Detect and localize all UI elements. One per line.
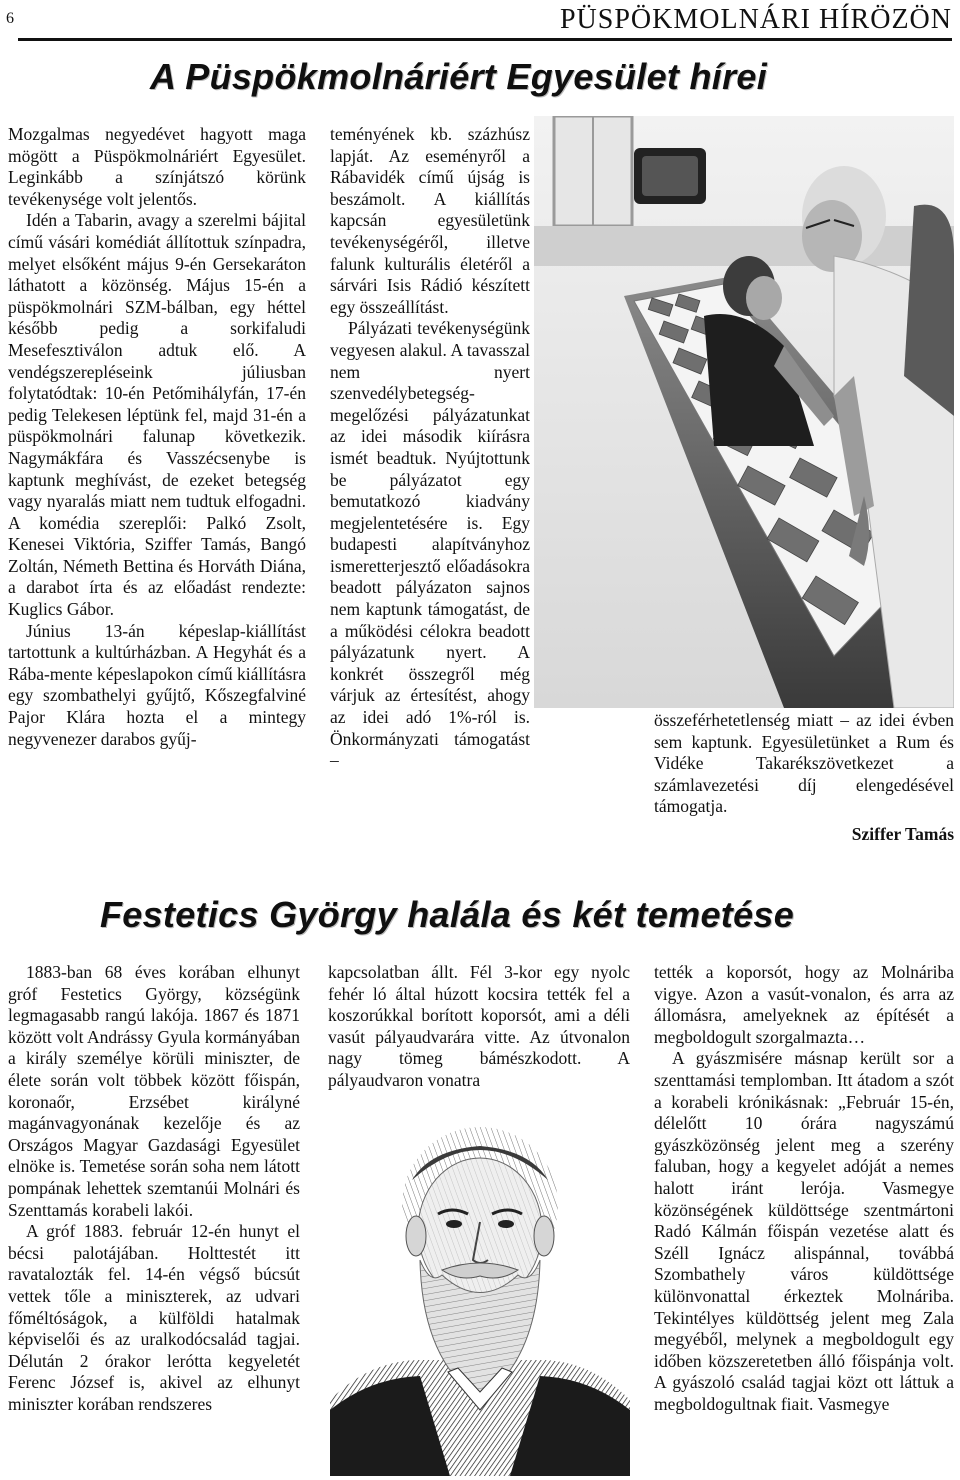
exhibition-photo	[534, 116, 954, 708]
header-rule	[18, 38, 952, 41]
page-number: 6	[6, 10, 14, 27]
article2-column-2	[328, 962, 630, 1092]
article2-column-3	[654, 962, 954, 1415]
publication-title: PÜSPÖKMOLNÁRI HÍRÖZÖN	[559, 4, 952, 35]
paragraph: teményének kb. százhúsz lapját. Az eseményről a Rábavidék című újság is beszámolt. A kiállítás kapcsán egyesületünk tevékenységéről, illetve falunk kulturális életéről a sárvári Isis Rádió készített egy összeállítást.	[330, 124, 530, 317]
article1-column-2	[330, 124, 530, 772]
paragraph: A gróf 1883. február 12-én hunyt el bécsi palotájában. Holttestét itt ravatalozták fel. 14-én végső búcsút vettek tőle a miniszterek, az udvari főméltóságok, a külföldi hatalmak képviselői és az uralkodócsalád tagjai. Délután 2 órakor lerótta kegyeletét Ferenc József is, akivel az elhunyt miniszter korában rendszeres	[8, 1221, 300, 1414]
festetics-portrait	[330, 1110, 630, 1476]
article2-title: Festetics György halála és két temetése	[100, 894, 795, 935]
article1-column-3	[654, 710, 954, 846]
paragraph: összeférhetetlenség miatt – az idei évben sem kaptunk. Egyesületünket a Rum és Vidéke Takarékszövetkezet a számlavezetési díj elengedésével támogatja.	[654, 710, 954, 817]
paragraph: Idén a Tabarin, avagy a szerelmi bájital című vásári komédiát állítottuk színpadra, melyet elsőként május 9-én Gersekaráton láthatott a közönség. Május 15-én a püspökmolnári SZM-bálban, egy héttel később pedig a sorkifaludi Mesefesztiválon adtuk elő. A vendégszerepléseink júliusban folytatódtak: 10-én Petőmihályfán, 17-én pedig Telekesen léptünk fel, majd 31-én a püspökmolnári falunap következik. Nagymákfára és Vasszécsenybe is kaptunk meghívást, de ezeket betegség vagy nyaralás miatt nem tudtuk elfogadni. A komédia szereplői: Palkó Zsolt, Kenesei Viktória, Sziffer Tamás, Bangó Zoltán, Németh Bettina és Horváth Diána, a darabot írta és az előadást rendezte: Kuglics Gábor.	[8, 210, 306, 620]
author-signature: Sziffer Tamás	[851, 823, 954, 844]
article1-column-1	[8, 124, 306, 750]
paragraph: A gyászmisére másnap került sor a szenttamási templomban. Itt átadom a szót a korabeli krónikásnak: „Február 15-én, délelőtt 10 órára nagyszámú gyászközönség jelent meg a szerény faluban, hogy a kegyelet adóját a nemes halott iránt lerója. Vasmegye közönségének küldöttsége szentmártoni Radó Kálmán főispán vezetése alatt és Széll Ignácz alispánnal, továbbá Szombathely város küldöttsége különvonattal érkeztek Molnáriba. Tekintélyes küldöttség jelent meg Zala megyéből, melynek a megboldogult egy időben közszeretetben álló főispánja volt. A gyászoló család tagjai közt ott láttuk a megboldogultnak fiait. Vasmegye	[654, 1048, 954, 1414]
paragraph: tették a koporsót, hogy az Molnáriba vigye. Azon a vasút-vonalon, és arra az állomásra, amelyeknek az építését a megboldogult szorgalmazta…	[654, 962, 954, 1047]
paragraph: Pályázati tevékenységünk vegyesen alakul. A tavasszal nem nyert szenvedélybetegség-megelőzési pályázatunkat az idei második kiírásra ismét beadtuk. Nyújtottunk be pályázatot egy bemutatkozó kiadvány megjelentetésére is. Egy budapesti alapítványhoz ismeretterjesztő előadásokra beadott pályázaton sajnos nem kaptunk támogatást, de a működési célokra beadott pályázatunk nyert. A konkrét összegről még várjuk az értesítést, ahogy az idei adó 1%-ról is. Önkormányzati támogatást –	[330, 318, 530, 771]
paragraph: Június 13-án képeslap-kiállítást tartottunk a kultúrházban. A Hegyhát és a Rába-mente képeslapokon című kiállításra egy szombathelyi gyűjtő, Kőszegfalviné Pajor Klára hozta el a mintegy negyvenezer darabos gyűj-	[8, 620, 306, 749]
article1-title: A Püspökmolnáriért Egyesület hírei	[150, 56, 768, 97]
article2-column-1	[8, 962, 300, 1415]
paragraph: kapcsolatban állt. Fél 3-kor egy nyolc fehér ló által húzott kocsira tették fel a koszorúkkal borított koporsót, ami a déli vasút pályaudvarára vitte. Az útvonalon nagy tömeg bámészkodott. A pályaudvaron vonatra	[328, 962, 630, 1090]
paragraph: 1883-ban 68 éves korában elhunyt gróf Festetics György, községünk legmagasabb rangú lakója. 1867 és 1871 között volt Andrássy Gyula kormányában a király személye körüli miniszter, de élete során volt többek között főispán, koronaőr, Erzsébet királyné magánvagyonának kezelője és az Országos Magyar Gazdasági Egyesület elnöke is. Temetése során soha nem látott pompának lehettek szemtanúi Molnári és Szenttamás korabeli lakói.	[8, 962, 300, 1220]
paragraph: Mozgalmas negyedévet hagyott maga mögött a Püspökmolnáriért Egyesület. Leginkább a színjátszó körünk tevékenysége volt jelentős.	[8, 124, 306, 209]
